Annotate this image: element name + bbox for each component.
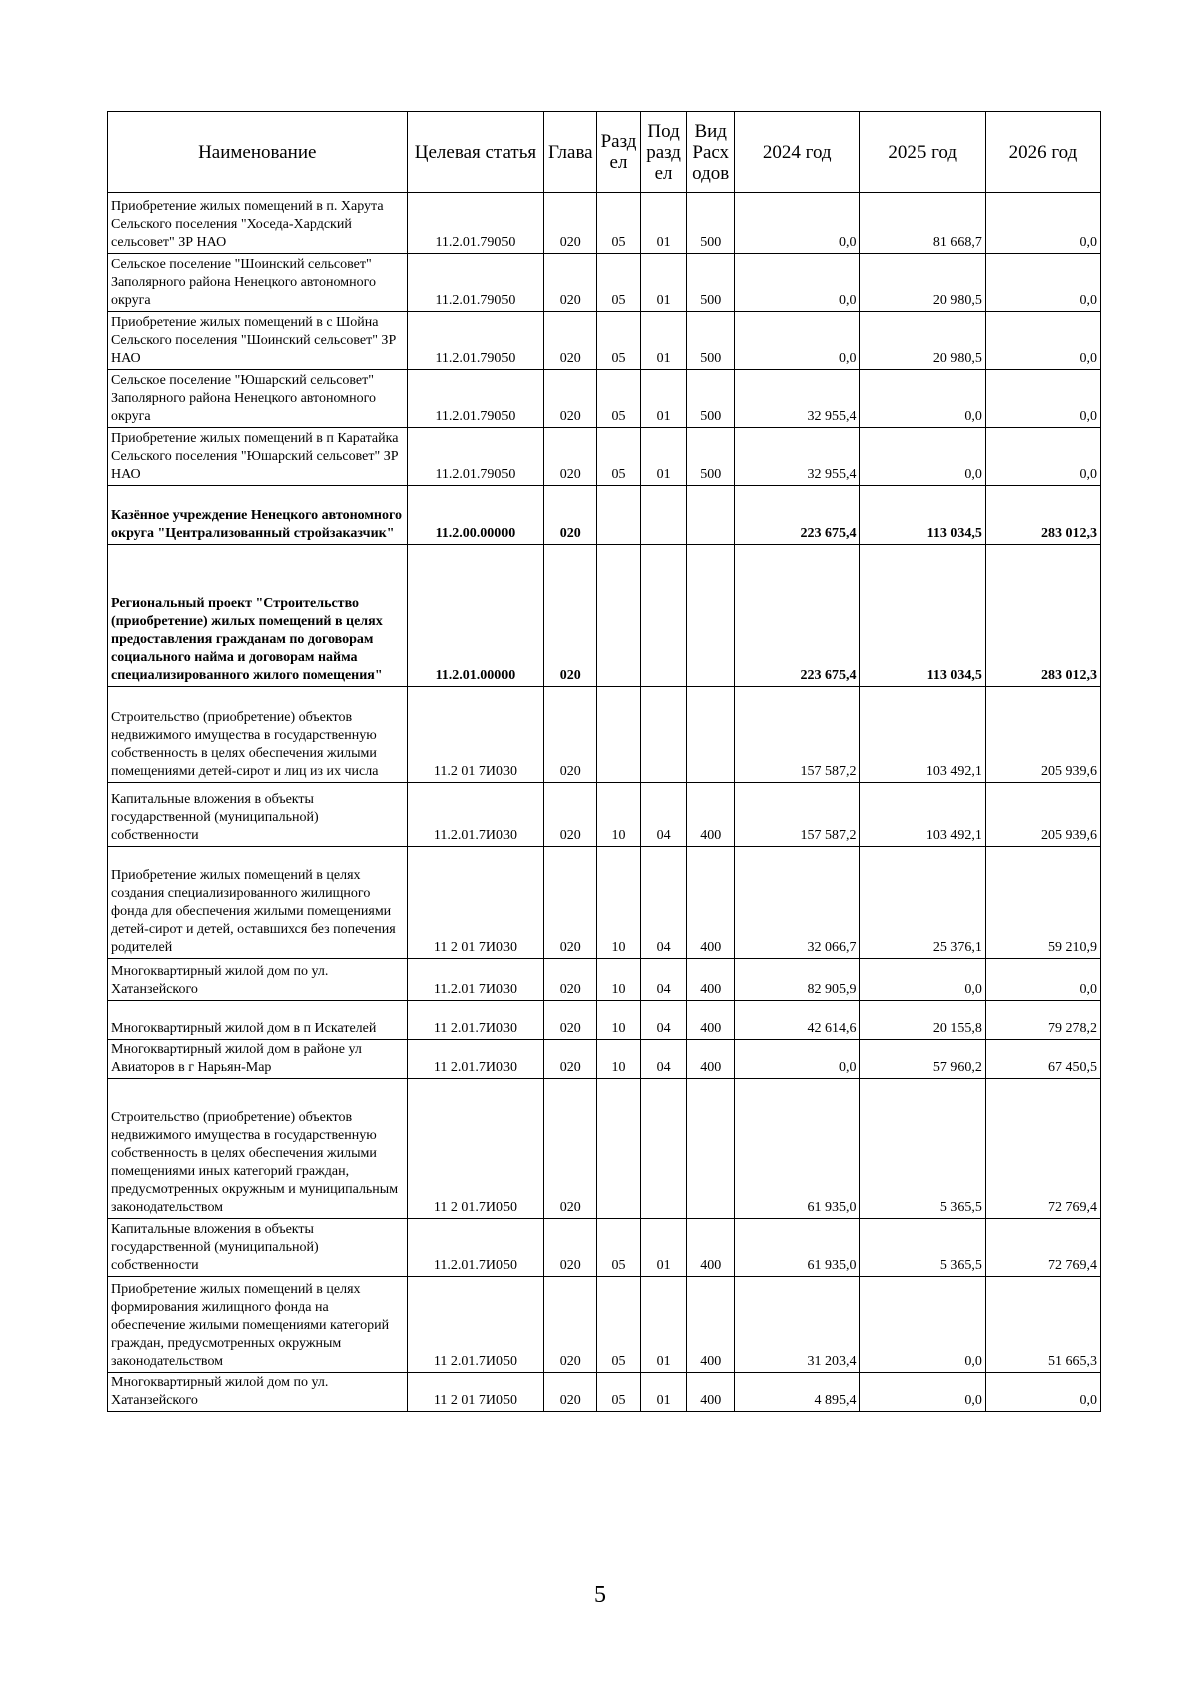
cell-2026: 283 012,3: [985, 545, 1100, 687]
cell-section: 10: [597, 847, 641, 959]
cell-subsection: 01: [640, 1373, 687, 1412]
cell-name: Приобретение жилых помещений в целях создания специализированного жилищного фонда для обеспечения жилыми помещениями детей-сирот и детей, оставшихся без попечения родителей: [108, 847, 408, 959]
table-row: [108, 1219, 1101, 1277]
table-row: [108, 783, 1101, 847]
cell-chapter: 020: [544, 428, 597, 486]
cell-2026: 59 210,9: [985, 847, 1100, 959]
cell-2024: 0,0: [735, 312, 860, 370]
cell-name: Приобретение жилых помещений в п. Харута Сельского поселения "Хоседа-Хардский сельсовет" ЗР НАО: [108, 193, 408, 254]
header-chapter: Глава: [544, 112, 597, 193]
cell-expense-type: 500: [687, 370, 735, 428]
cell-name: Строительство (приобретение) объектов недвижимого имущества в государственную собственность в целях обеспечения жилыми помещениями детей-сирот и лиц из их числа: [108, 687, 408, 783]
cell-2025: 113 034,5: [860, 545, 985, 687]
cell-section: 10: [597, 783, 641, 847]
cell-section: 05: [597, 254, 641, 312]
cell-expense-type: 400: [687, 1277, 735, 1373]
cell-2024: 32 066,7: [735, 847, 860, 959]
cell-2024: 32 955,4: [735, 428, 860, 486]
cell-chapter: 020: [544, 193, 597, 254]
cell-expense-type: 500: [687, 428, 735, 486]
table-row: [108, 312, 1101, 370]
cell-target: 11.2.01.7И030: [407, 783, 544, 847]
cell-chapter: 020: [544, 545, 597, 687]
cell-2026: 0,0: [985, 370, 1100, 428]
cell-target: 11 2.01.7И030: [407, 1040, 544, 1079]
cell-chapter: 020: [544, 312, 597, 370]
cell-chapter: 020: [544, 254, 597, 312]
cell-2026: 0,0: [985, 312, 1100, 370]
cell-section: 05: [597, 1277, 641, 1373]
cell-2025: 103 492,1: [860, 783, 985, 847]
cell-2024: 4 895,4: [735, 1373, 860, 1412]
cell-chapter: 020: [544, 1079, 597, 1219]
cell-2026: 72 769,4: [985, 1219, 1100, 1277]
cell-section: [597, 486, 641, 545]
cell-2025: 20 980,5: [860, 254, 985, 312]
cell-section: 05: [597, 370, 641, 428]
cell-2025: 0,0: [860, 428, 985, 486]
cell-2025: 20 155,8: [860, 1001, 985, 1040]
cell-subsection: 01: [640, 1219, 687, 1277]
cell-chapter: 020: [544, 847, 597, 959]
cell-target: 11 2.01.7И030: [407, 1001, 544, 1040]
header-2024: 2024 год: [735, 112, 860, 193]
table-row: [108, 1277, 1101, 1373]
cell-target: 11.2.01.79050: [407, 428, 544, 486]
cell-name: Сельское поселение "Шоинский сельсовет" Заполярного района Ненецкого автономного округа: [108, 254, 408, 312]
cell-section: [597, 687, 641, 783]
cell-subsection: 01: [640, 193, 687, 254]
cell-expense-type: 400: [687, 783, 735, 847]
table-row: [108, 1040, 1101, 1079]
cell-chapter: 020: [544, 1040, 597, 1079]
cell-expense-type: 500: [687, 312, 735, 370]
cell-expense-type: 400: [687, 959, 735, 1001]
table-row: [108, 428, 1101, 486]
cell-2026: 205 939,6: [985, 687, 1100, 783]
cell-name: Капитальные вложения в объекты государственной (муниципальной) собственности: [108, 1219, 408, 1277]
cell-2025: 25 376,1: [860, 847, 985, 959]
cell-chapter: 020: [544, 1277, 597, 1373]
cell-2026: 0,0: [985, 254, 1100, 312]
cell-subsection: 04: [640, 847, 687, 959]
cell-name: Многоквартирный жилой дом в районе ул Авиаторов в г Нарьян-Мар: [108, 1040, 408, 1079]
cell-subsection: 04: [640, 783, 687, 847]
cell-2026: 72 769,4: [985, 1079, 1100, 1219]
cell-chapter: 020: [544, 687, 597, 783]
cell-2024: 32 955,4: [735, 370, 860, 428]
cell-subsection: 04: [640, 1001, 687, 1040]
cell-name: Приобретение жилых помещений в целях формирования жилищного фонда на обеспечение жилыми помещениями категорий граждан, предусмотренных окружным законодательством: [108, 1277, 408, 1373]
cell-target: 11.2.01.7И050: [407, 1219, 544, 1277]
cell-2026: 0,0: [985, 193, 1100, 254]
cell-subsection: 01: [640, 428, 687, 486]
cell-subsection: 01: [640, 312, 687, 370]
cell-expense-type: 400: [687, 1219, 735, 1277]
cell-name: Казённое учреждение Ненецкого автономного округа "Централизованный стройзаказчик": [108, 486, 408, 545]
cell-target: 11 2.01.7И050: [407, 1277, 544, 1373]
cell-2024: 82 905,9: [735, 959, 860, 1001]
header-2025: 2025 год: [860, 112, 985, 193]
cell-2026: 67 450,5: [985, 1040, 1100, 1079]
cell-section: [597, 1079, 641, 1219]
header-name: Наименование: [108, 112, 408, 193]
cell-expense-type: 500: [687, 254, 735, 312]
cell-chapter: 020: [544, 1001, 597, 1040]
cell-2026: 79 278,2: [985, 1001, 1100, 1040]
cell-expense-type: [687, 1079, 735, 1219]
table-row: [108, 254, 1101, 312]
cell-target: 11.2.01.79050: [407, 370, 544, 428]
cell-section: 10: [597, 1001, 641, 1040]
cell-chapter: 020: [544, 1373, 597, 1412]
cell-2026: 0,0: [985, 959, 1100, 1001]
header-expense-type: Вид Расходов: [687, 112, 735, 193]
cell-expense-type: 400: [687, 1373, 735, 1412]
cell-section: 10: [597, 1040, 641, 1079]
cell-2026: 283 012,3: [985, 486, 1100, 545]
cell-subsection: 01: [640, 254, 687, 312]
cell-2024: 0,0: [735, 1040, 860, 1079]
cell-2025: 0,0: [860, 1277, 985, 1373]
cell-chapter: 020: [544, 486, 597, 545]
header-section: Раздел: [597, 112, 641, 193]
cell-section: 05: [597, 193, 641, 254]
cell-expense-type: 400: [687, 1001, 735, 1040]
cell-target: 11.2.00.00000: [407, 486, 544, 545]
header-subsection: Подраздел: [640, 112, 687, 193]
cell-target: 11.2.01.00000: [407, 545, 544, 687]
cell-2026: 0,0: [985, 1373, 1100, 1412]
cell-target: 11 2 01.7И050: [407, 1079, 544, 1219]
cell-section: 05: [597, 312, 641, 370]
cell-subsection: 04: [640, 959, 687, 1001]
cell-name: Региональный проект "Строительство (приобретение) жилых помещений в целях предоставления гражданам по договорам социального найма и договорам найма специализированного жилого помещения": [108, 545, 408, 687]
cell-2025: 20 980,5: [860, 312, 985, 370]
cell-2025: 5 365,5: [860, 1079, 985, 1219]
cell-expense-type: 400: [687, 847, 735, 959]
cell-subsection: [640, 486, 687, 545]
cell-expense-type: 400: [687, 1040, 735, 1079]
cell-2025: 103 492,1: [860, 687, 985, 783]
table-row: [108, 687, 1101, 783]
cell-2024: 223 675,4: [735, 545, 860, 687]
cell-expense-type: [687, 687, 735, 783]
cell-2025: 0,0: [860, 959, 985, 1001]
cell-target: 11.2.01.79050: [407, 312, 544, 370]
cell-2025: 0,0: [860, 370, 985, 428]
table-header-row: [108, 112, 1101, 193]
cell-expense-type: 500: [687, 193, 735, 254]
page-number: 5: [594, 1582, 606, 1608]
cell-section: 05: [597, 428, 641, 486]
cell-subsection: 01: [640, 1277, 687, 1373]
cell-chapter: 020: [544, 370, 597, 428]
cell-2024: 0,0: [735, 193, 860, 254]
cell-target: 11.2.01 7И030: [407, 959, 544, 1001]
table-row: [108, 1001, 1101, 1040]
cell-2024: 0,0: [735, 254, 860, 312]
cell-target: 11.2.01.79050: [407, 254, 544, 312]
table-row: [108, 193, 1101, 254]
cell-section: 05: [597, 1219, 641, 1277]
cell-2025: 113 034,5: [860, 486, 985, 545]
cell-section: 05: [597, 1373, 641, 1412]
cell-2024: 31 203,4: [735, 1277, 860, 1373]
cell-target: 11.2 01 7И030: [407, 687, 544, 783]
cell-chapter: 020: [544, 1219, 597, 1277]
cell-2024: 223 675,4: [735, 486, 860, 545]
cell-target: 11 2 01 7И050: [407, 1373, 544, 1412]
cell-2025: 81 668,7: [860, 193, 985, 254]
cell-section: 10: [597, 959, 641, 1001]
cell-subsection: [640, 687, 687, 783]
cell-2025: 5 365,5: [860, 1219, 985, 1277]
cell-2024: 61 935,0: [735, 1079, 860, 1219]
cell-target: 11 2 01 7И030: [407, 847, 544, 959]
cell-expense-type: [687, 486, 735, 545]
cell-name: Многоквартирный жилой дом по ул. Хатанзейского: [108, 1373, 408, 1412]
cell-subsection: 04: [640, 1040, 687, 1079]
table-row: [108, 370, 1101, 428]
cell-name: Капитальные вложения в объекты государственной (муниципальной) собственности: [108, 783, 408, 847]
table-row: [108, 486, 1101, 545]
cell-2024: 61 935,0: [735, 1219, 860, 1277]
cell-2025: 0,0: [860, 1373, 985, 1412]
header-2026: 2026 год: [985, 112, 1100, 193]
cell-2024: 42 614,6: [735, 1001, 860, 1040]
cell-chapter: 020: [544, 959, 597, 1001]
cell-expense-type: [687, 545, 735, 687]
cell-subsection: [640, 545, 687, 687]
cell-section: [597, 545, 641, 687]
cell-2026: 205 939,6: [985, 783, 1100, 847]
cell-2026: 51 665,3: [985, 1277, 1100, 1373]
cell-name: Многоквартирный жилой дом в п Искателей: [108, 1001, 408, 1040]
cell-2024: 157 587,2: [735, 783, 860, 847]
cell-name: Приобретение жилых помещений в с Шойна Сельского поселения "Шоинский сельсовет" ЗР НАО: [108, 312, 408, 370]
cell-subsection: [640, 1079, 687, 1219]
cell-2026: 0,0: [985, 428, 1100, 486]
cell-target: 11.2.01.79050: [407, 193, 544, 254]
table-row: [108, 545, 1101, 687]
header-target: Целевая статья: [407, 112, 544, 193]
cell-name: Сельское поселение "Юшарский сельсовет" Заполярного района Ненецкого автономного округа: [108, 370, 408, 428]
cell-name: Приобретение жилых помещений в п Каратайка Сельского поселения "Юшарский сельсовет" ЗР НАО: [108, 428, 408, 486]
table-row: [108, 959, 1101, 1001]
cell-2025: 57 960,2: [860, 1040, 985, 1079]
table-row: [108, 1079, 1101, 1219]
cell-name: Многоквартирный жилой дом по ул. Хатанзейского: [108, 959, 408, 1001]
cell-2024: 157 587,2: [735, 687, 860, 783]
table-row: [108, 1373, 1101, 1412]
table-row: [108, 847, 1101, 959]
budget-table: [107, 111, 1101, 1412]
cell-subsection: 01: [640, 370, 687, 428]
cell-chapter: 020: [544, 783, 597, 847]
cell-name: Строительство (приобретение) объектов недвижимого имущества в государственную собственность в целях обеспечения жилыми помещениями иных категорий граждан, предусмотренных окружным и муниципальным законодательством: [108, 1079, 408, 1219]
